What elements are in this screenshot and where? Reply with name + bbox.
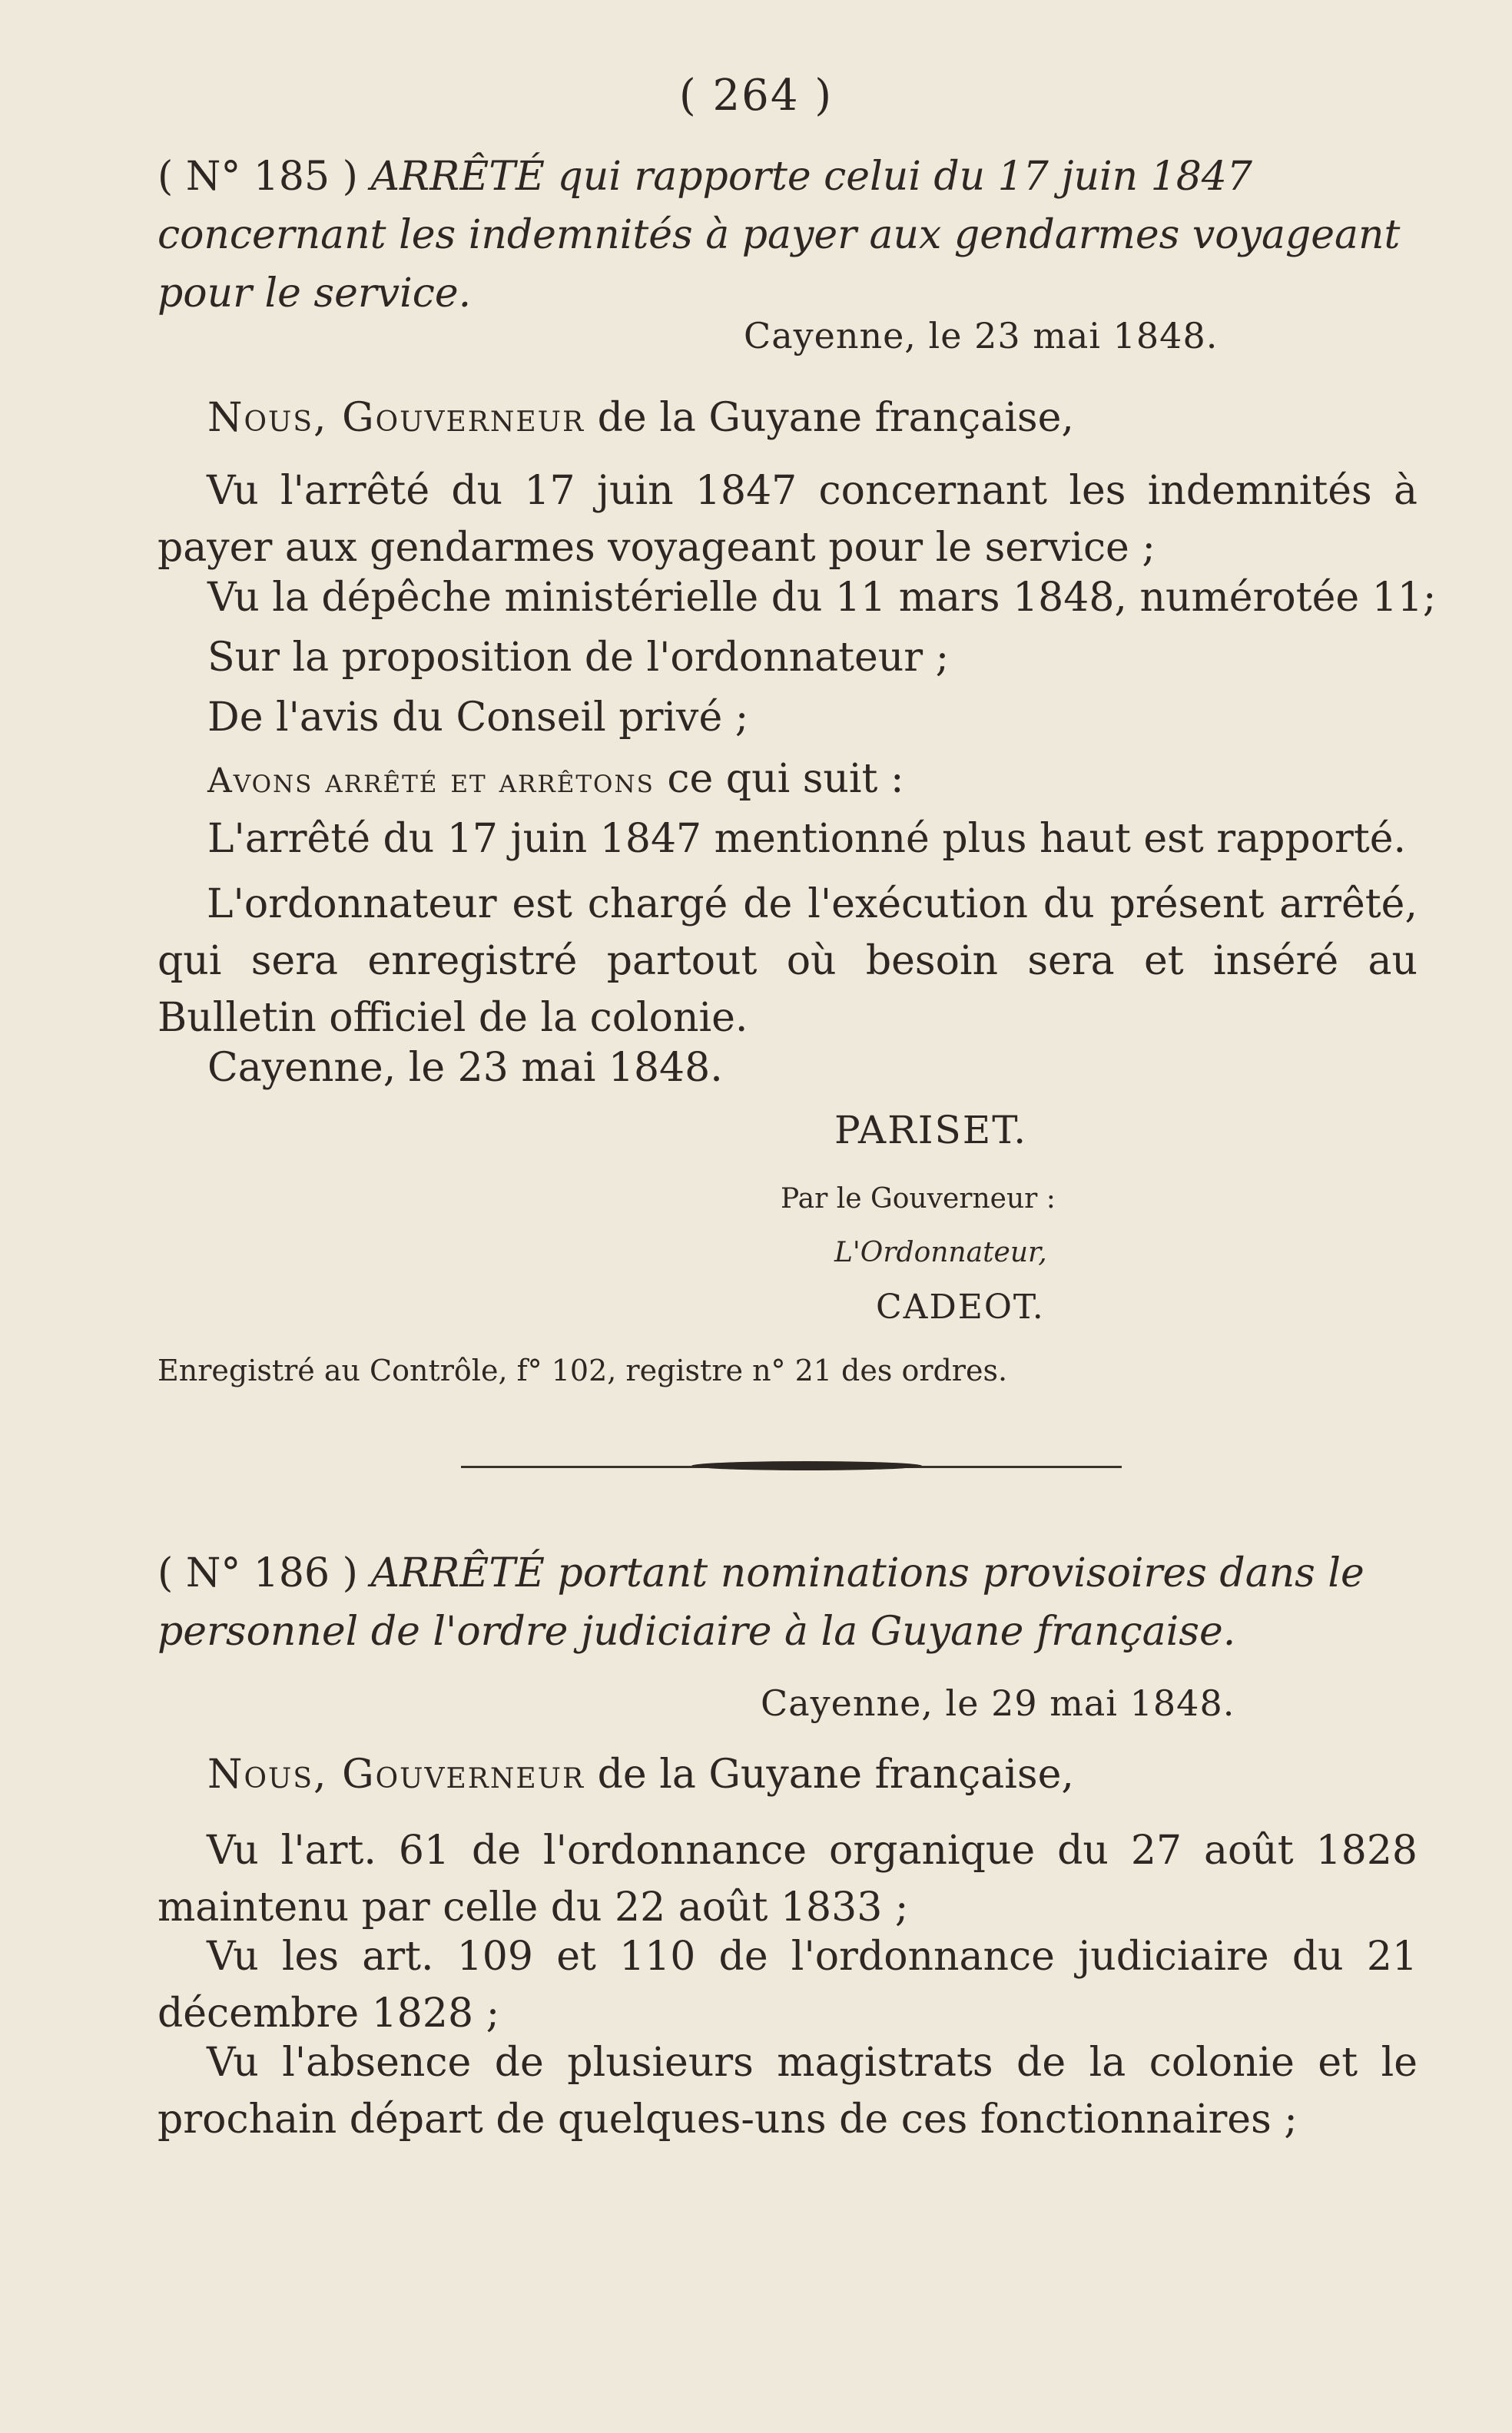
page-number: ( 264 ) <box>678 71 834 121</box>
act-185-heading <box>158 148 1418 323</box>
section-divider-ornament <box>691 1461 922 1470</box>
act-186-title: ARRÊTÉ portant nominations provisoires dans le personnel de l'ordre judiciaire à la Guyane française. <box>158 1550 1364 1655</box>
act-185-vu-1: Vu l'arrêté du 17 juin 1847 concernant les indemnités à payer aux gendarmes voyageant pour le service ; <box>158 468 1418 571</box>
registration-note: Enregistré au Contrôle, f° 102, registre n° 21 des ordres. <box>158 1354 1008 1387</box>
signature-pariset: PARISET. <box>834 1108 1028 1152</box>
act-185-vu-4: De l'avis du Conseil privé ; <box>207 694 749 741</box>
act-185-article-2: L'ordonnateur est chargé de l'exécution du présent arrêté, qui sera enregistré partout où besoin sera et inséré au Bulletin officiel de la colonie. <box>158 881 1418 1041</box>
ordonnateur-label: L'Ordonnateur, <box>834 1237 1047 1268</box>
signature-cadeot: CADEOT. <box>876 1288 1045 1327</box>
act-185-closing-date: Cayenne, le 23 mai 1848. <box>207 1045 723 1091</box>
act-185-avons: Avons arrêté et arrêtons ce qui suit : <box>207 756 904 802</box>
act-186-number: ( N° 186 ) <box>158 1550 358 1596</box>
act-186-heading <box>158 1544 1418 1661</box>
act-186-vu-1: Vu l'art. 61 de l'ordonnance organique du 27 août 1828 maintenu par celle du 22 août 1833 ; <box>158 1828 1418 1931</box>
act-185-number: ( N° 185 ) <box>158 154 358 200</box>
act-185-title: ARRÊTÉ qui rapporte celui du 17 juin 1847 concernant les indemnités à payer aux gendarmes voyageant pour le service. <box>158 154 1401 317</box>
act-185-preamble: Nous, Gouverneur de la Guyane française, <box>207 395 1074 441</box>
par-le-gouverneur: Par le Gouverneur : <box>781 1183 1056 1215</box>
act-186-date: Cayenne, le 29 mai 1848. <box>761 1682 1235 1724</box>
act-185-vu-2: Vu la dépêche ministérielle du 11 mars 1848, numérotée 11; <box>207 575 1437 621</box>
act-186-preamble: Nous, Gouverneur de la Guyane française, <box>207 1752 1074 1798</box>
act-185-vu-3: Sur la proposition de l'ordonnateur ; <box>207 635 950 681</box>
act-185-date: Cayenne, le 23 mai 1848. <box>744 315 1219 356</box>
act-186-vu-2: Vu les art. 109 et 110 de l'ordonnance judiciaire du 21 décembre 1828 ; <box>158 1934 1418 2037</box>
act-186-vu-3: Vu l'absence de plusieurs magistrats de la colonie et le prochain départ de quelques-uns de ces fonctionnaires ; <box>158 2040 1418 2143</box>
act-185-article-1: L'arrêté du 17 juin 1847 mentionné plus haut est rapporté. <box>207 816 1407 862</box>
